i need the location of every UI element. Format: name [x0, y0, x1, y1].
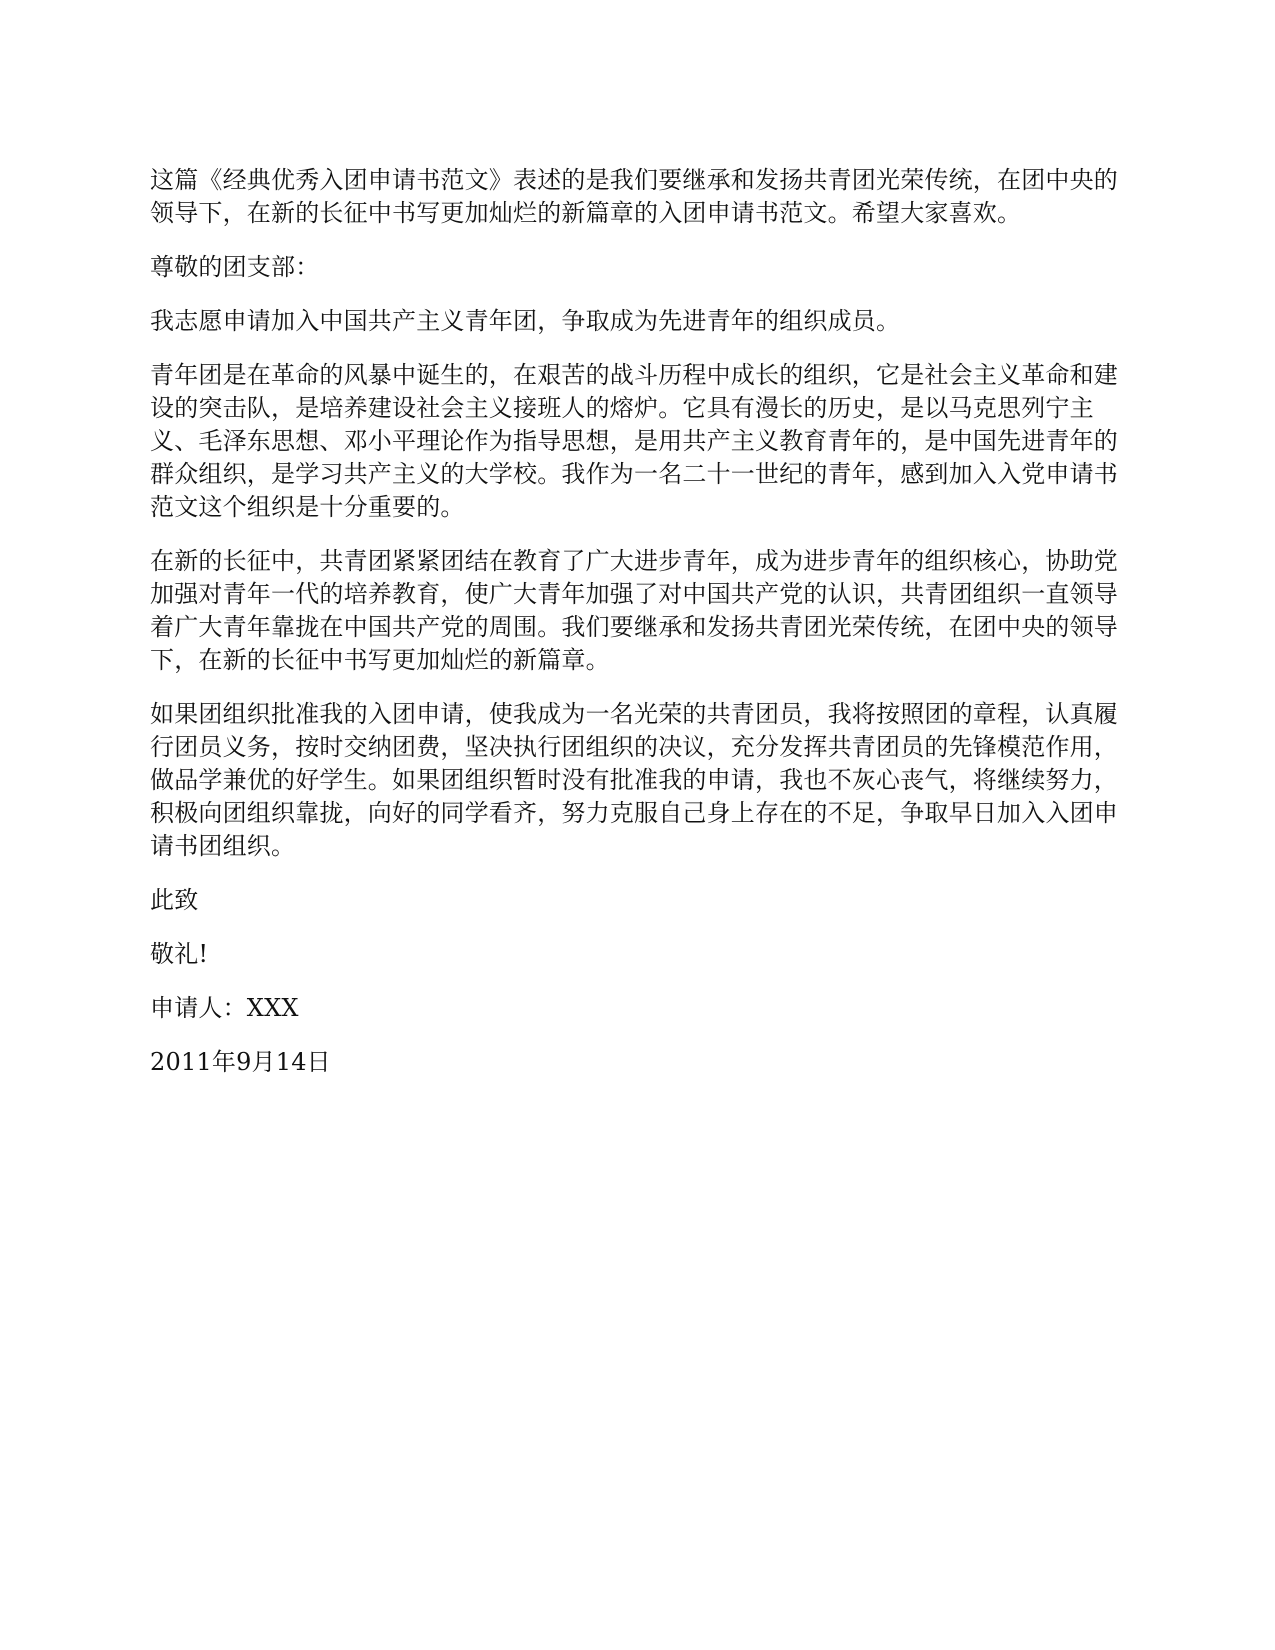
body-paragraph-3: 在新的长征中，共青团紧紧团结在教育了广大进步青年，成为进步青年的组织核心，协助党加强对青年一代的培养教育，使广大青年加强了对中国共产党的认识，共青团组织一直领导着广大青年靠拢在中国共产党的周围。我们要继承和发扬共青团光荣传统，在团中央的领导下，在新的长征中书写更加灿烂的新篇章。: [150, 547, 1118, 674]
signature-line: 申请人：XXX: [150, 994, 299, 1022]
date-line: 2011年9月14日: [150, 1048, 331, 1076]
salutation: 尊敬的团支部：: [150, 253, 320, 281]
document-page: [150, 164, 1125, 1079]
closing-line-1: 此致: [150, 886, 199, 914]
intro-paragraph: 这篇《经典优秀入团申请书范文》表述的是我们要继承和发扬共青团光荣传统，在团中央的领导下，在新的长征中书写更加灿烂的新篇章的入团申请书范文。希望大家喜欢。: [150, 166, 1118, 227]
body-paragraph-1: 我志愿申请加入中国共产主义青年团，争取成为先进青年的组织成员。: [150, 307, 901, 335]
body-paragraph-2: 青年团是在革命的风暴中诞生的，在艰苦的战斗历程中成长的组织，它是社会主义革命和建设的突击队，是培养建设社会主义接班人的熔炉。它具有漫长的历史，是以马克思列宁主义、毛泽东思想、邓小平理论作为指导思想，是用共产主义教育青年的，是中国先进青年的群众组织，是学习共产主义的大学校。我作为一名二十一世纪的青年，感到加入入党申请书范文这个组织是十分重要的。: [150, 361, 1118, 521]
closing-line-2: 敬礼!: [150, 940, 209, 968]
body-paragraph-4: 如果团组织批准我的入团申请，使我成为一名光荣的共青团员，我将按照团的章程，认真履行团员义务，按时交纳团费，坚决执行团组织的决议，充分发挥共青团员的先锋模范作用，做品学兼优的好学生。如果团组织暂时没有批准我的申请，我也不灰心丧气，将继续努力，积极向团组织靠拢，向好的同学看齐，努力克服自己身上存在的不足，争取早日加入入团申请书团组织。: [150, 700, 1118, 860]
